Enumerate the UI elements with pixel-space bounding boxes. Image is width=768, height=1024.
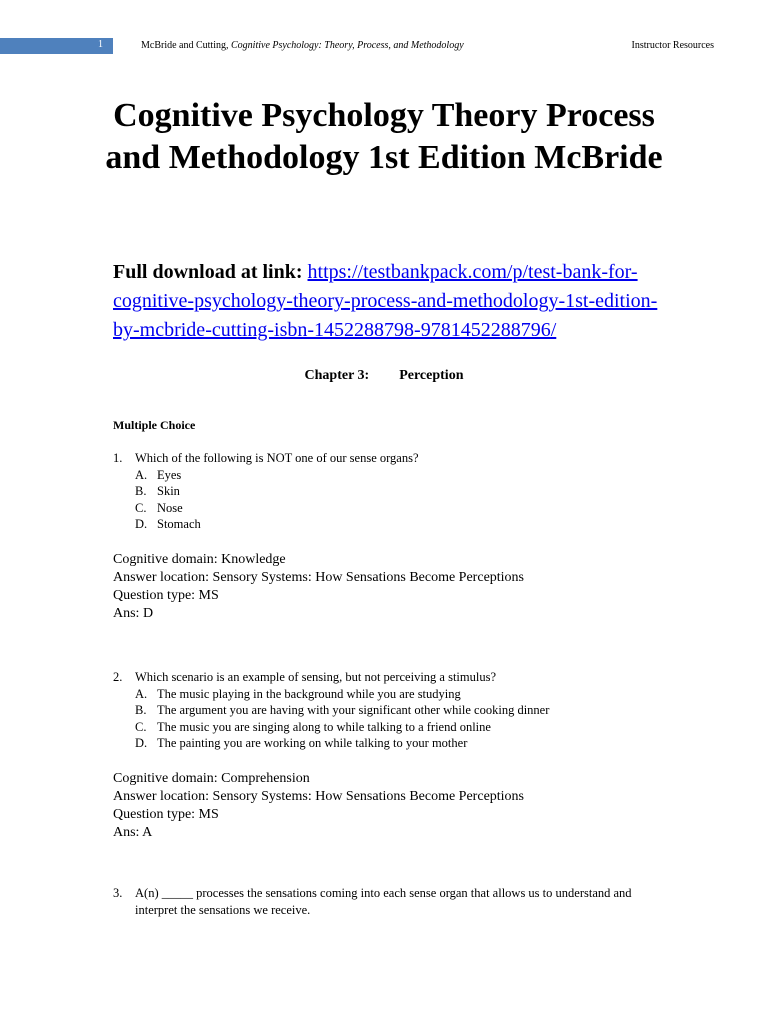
option-text: The music you are singing along to while talking to a friend online xyxy=(157,719,491,734)
option-a xyxy=(135,686,658,703)
page-number: 1 xyxy=(98,39,103,50)
chapter-name: Perception xyxy=(399,368,464,383)
download-line xyxy=(113,258,658,345)
option-text: Eyes xyxy=(157,467,182,482)
question-2 xyxy=(113,669,658,842)
document-title: Cognitive Psychology Theory Process and Methodology 1st Edition McBride xyxy=(105,97,663,176)
question-metadata xyxy=(113,551,658,623)
question-3 xyxy=(113,885,658,918)
question-stem xyxy=(113,885,658,918)
question-type: Question type: MS xyxy=(113,806,219,822)
option-text: The argument you are having with your significant other while cooking dinner xyxy=(157,703,550,717)
question-text: A(n) _____ processes the sensations coming into each sense organ that allows us to understand and interpret the sensations we receive. xyxy=(135,886,632,917)
option-letter: D. xyxy=(135,736,148,750)
option-letter: A. xyxy=(135,686,148,701)
cognitive-domain: Cognitive domain: Comprehension xyxy=(113,770,310,786)
answer-key: Ans: A xyxy=(113,824,153,840)
question-metadata xyxy=(113,770,658,842)
answer-location: Answer location: Sensory Systems: How Sensations Become Perceptions xyxy=(113,569,525,585)
answer-location: Answer location: Sensory Systems: How Sensations Become Perceptions xyxy=(113,788,525,804)
download-label: Full download at link: xyxy=(113,261,303,283)
question-text: Which of the following is NOT one of our sense organs? xyxy=(135,451,419,465)
option-text: Stomach xyxy=(157,517,201,531)
running-title xyxy=(141,40,464,51)
instructor-resources-label: Instructor Resources xyxy=(631,40,714,51)
option-letter: B. xyxy=(135,484,147,498)
answer-key: Ans: D xyxy=(113,605,154,621)
question-number: 1. xyxy=(113,451,123,465)
question-1 xyxy=(113,450,658,623)
option-c xyxy=(135,500,658,517)
question-number: 2. xyxy=(113,670,123,684)
option-text: The painting you are working on while talking to your mother xyxy=(157,736,468,750)
running-title-book: Cognitive Psychology: Theory, Process, and Methodology xyxy=(231,40,464,51)
section-heading: Multiple Choice xyxy=(113,418,196,432)
answer-options xyxy=(113,686,658,752)
page-header xyxy=(0,38,768,54)
question-type: Question type: MS xyxy=(113,587,219,603)
option-text: The music playing in the background while you are studying xyxy=(157,686,461,701)
question-stem xyxy=(113,450,658,467)
page-number-bar xyxy=(0,38,113,54)
chapter-heading xyxy=(0,368,768,384)
option-letter: A. xyxy=(135,467,148,482)
option-a xyxy=(135,467,658,484)
question-stem xyxy=(113,669,658,686)
download-link[interactable]: https://testbankpack.com/p/test-bank-for-cognitive-psychology-theory-process-and-methodology-1st-edition-by-mcbride-cutting-isbn-1452288798-9781452288796/ xyxy=(113,261,658,341)
question-number: 3. xyxy=(113,886,123,900)
option-letter: C. xyxy=(135,719,147,734)
running-title-authors: McBride and Cutting, xyxy=(141,40,231,51)
option-d xyxy=(135,735,658,752)
option-letter: C. xyxy=(135,500,147,515)
option-letter: D. xyxy=(135,517,148,531)
cognitive-domain: Cognitive domain: Knowledge xyxy=(113,551,286,567)
option-d xyxy=(135,516,658,533)
chapter-number: Chapter 3: xyxy=(304,368,370,383)
option-b xyxy=(135,483,658,500)
answer-options xyxy=(113,467,658,533)
option-c xyxy=(135,719,658,736)
option-letter: B. xyxy=(135,703,147,717)
question-text: Which scenario is an example of sensing, but not perceiving a stimulus? xyxy=(135,670,497,684)
option-text: Nose xyxy=(157,500,183,515)
option-b xyxy=(135,702,658,719)
option-text: Skin xyxy=(157,484,180,498)
